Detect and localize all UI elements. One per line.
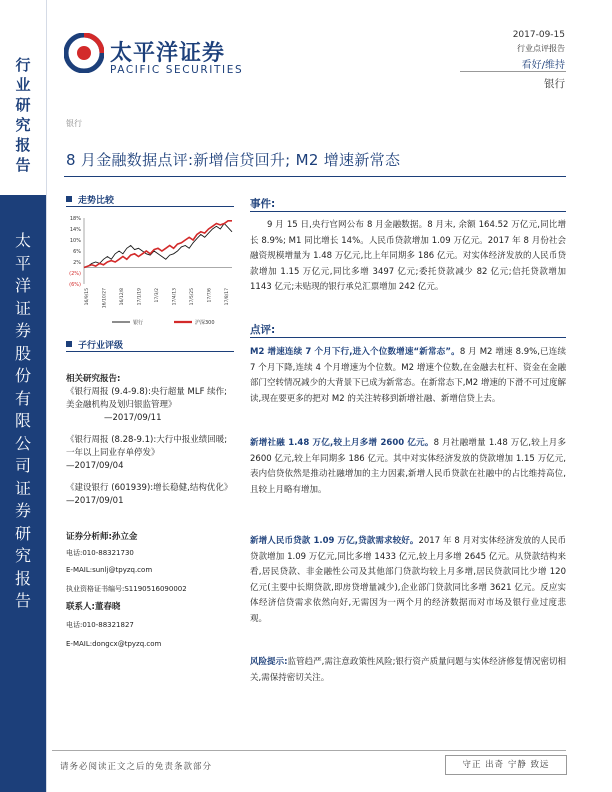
series-line-bank bbox=[84, 224, 232, 268]
x-tick-label: 17/8/17 bbox=[225, 288, 230, 306]
logo-text-en: PACIFIC SECURITIES bbox=[110, 64, 244, 76]
x-tick-label: 16/10/27 bbox=[102, 288, 108, 309]
comment-paragraph-3 bbox=[250, 534, 566, 627]
logo-icon bbox=[64, 33, 104, 73]
y-tick-label: 14% bbox=[69, 227, 81, 233]
contact-name: 董春晓 bbox=[94, 602, 121, 612]
header-divider bbox=[460, 71, 566, 72]
y-tick-label: 6% bbox=[73, 249, 81, 255]
x-tick-label: 17/7/6 bbox=[207, 288, 213, 303]
y-tick-label: 2% bbox=[73, 260, 81, 266]
related-item-title: 《银行周报 (8.28-9.1):大行中报业绩回暖;一年以上同业存单停发》 bbox=[66, 435, 228, 458]
report-date: 2017-09-15 bbox=[512, 30, 565, 40]
sidebar-category: 行业研究报告 bbox=[15, 56, 31, 174]
legend-label: 沪深300 bbox=[195, 320, 215, 326]
sidebar-divider bbox=[46, 0, 47, 792]
trend-heading: 走势比较 bbox=[78, 196, 115, 206]
trend-rule bbox=[66, 206, 234, 207]
paragraph-body: 2017 年 8 月对实体经济发放的人民币贷款增加 1.09 万亿元,同比多增 1433 亿元,较上月多增 2645 亿元。从贷款结构来看,居民贷款、非金融性公司及其他部门贷款均较上月多增,居民贷款同比少增 120 亿元(主要中长期贷款,即房贷增量减少),企业部门贷款同比多增 3621 亿元。反应实体经济信贷需求依然向好,无需因为一两个月的经济数据而对市场及银行业过度悲观。 bbox=[250, 536, 566, 624]
breadcrumb: 银行 bbox=[66, 119, 82, 128]
sidebar-company: 太平洋证券股份有限公司证券研究报告 bbox=[14, 231, 31, 610]
analyst-name: 孙立金 bbox=[111, 532, 138, 542]
analyst-email: E-MAIL:sunlj@tpyzq.com bbox=[66, 566, 153, 574]
comment-paragraph-2 bbox=[250, 436, 566, 498]
comment-heading: 点评: bbox=[250, 324, 276, 336]
y-tick-label: (6%) bbox=[69, 282, 81, 288]
sub-rating-rule bbox=[66, 351, 234, 352]
footer-motto: 守正 出奇 宁静 致远 bbox=[445, 755, 567, 775]
related-item-3 bbox=[66, 482, 234, 508]
section-bullet-icon bbox=[66, 196, 72, 202]
analyst-block bbox=[66, 530, 137, 542]
x-tick-label: 16/9/15 bbox=[85, 288, 90, 306]
related-item-date: —2017/09/01 bbox=[66, 496, 124, 506]
contact-block bbox=[66, 600, 120, 612]
paragraph-lead: 新增人民币贷款 1.09 万亿,贷款需求较好。 bbox=[250, 536, 419, 546]
page-title: 8 月金融数据点评:新增信贷回升; M2 增速新常态 bbox=[66, 151, 401, 169]
title-rule bbox=[64, 176, 566, 177]
contact-phone: 电话:010-88321827 bbox=[66, 621, 134, 629]
paragraph-body: 监管趋严,需注意政策性风险;银行资产质量问题与实体经济修复情况密切相关,需保持密切关注。 bbox=[250, 657, 566, 683]
related-item-title: 《银行周报 (9.4-9.8):央行超量 MLF 续作;美金融机构及划归银监管理》 bbox=[66, 387, 228, 410]
paragraph-lead: M2 增速连续 7 个月下行,进入个位数增速“新常态”。 bbox=[250, 347, 460, 357]
analyst-phone: 电话:010-88321730 bbox=[66, 549, 134, 557]
paragraph-body: 8 月 M2 增速 8.9%,已连续 7 个月下降,连续 4 个月增速为个位数。M2 增速个位数,在金融去杠杆、资金在金融部门空转情况减少的大背景下已成为新常态。在新常态下,M2 增速的下滑不可过度解读,现在要更多的把对 M2 的关注转移到新增社融、新增信贷上去。 bbox=[250, 347, 566, 404]
rating: 看好/维持 bbox=[521, 60, 565, 71]
contact-email: E-MAIL:dongcx@tpyzq.com bbox=[66, 640, 162, 648]
logo-text-cn: 太平洋证券 bbox=[110, 41, 226, 66]
related-item-2 bbox=[66, 434, 234, 473]
analyst-label: 证券分析师: bbox=[66, 532, 112, 542]
industry: 银行 bbox=[544, 78, 565, 90]
legend-label: 银行 bbox=[133, 320, 144, 326]
contact-label: 联系人: bbox=[66, 602, 95, 612]
trend-chart bbox=[64, 212, 236, 330]
risk-paragraph bbox=[250, 655, 566, 686]
related-item-1 bbox=[66, 386, 234, 425]
event-heading: 事件: bbox=[250, 198, 276, 210]
footer-disclaimer: 请务必阅读正文之后的免责条款部分 bbox=[60, 762, 213, 772]
sub-rating-heading: 子行业评级 bbox=[78, 341, 124, 351]
y-tick-label: 10% bbox=[69, 238, 81, 244]
x-tick-label: 17/1/19 bbox=[137, 288, 143, 306]
analyst-cert: 执业资格证书编号:S1190516090002 bbox=[66, 585, 187, 593]
x-tick-label: 17/3/2 bbox=[155, 288, 160, 303]
related-item-title: 《建设银行 (601939):增长稳健,结构优化》 bbox=[66, 483, 233, 493]
event-text: 9 月 15 日,央行官网公布 8 月金融数据。8 月末, 余额 164.52 万亿元,同比增长 8.9%; M1 同比增长 14%。人民币贷款增加 1.09 万亿元。2017 年 8 月份社会融资规模增量为 1.48 万亿元,比上年同期多 186 亿元。对实体经济发放的人民币贷款增加 1.15 万亿元,同比多增 3497 亿元;委托贷款减少 82 亿元;信托贷款增加 1143 亿元;未贴现的银行承兑汇票增加 242 亿元。 bbox=[250, 220, 566, 292]
paragraph-lead: 风险提示: bbox=[250, 657, 288, 667]
y-tick-label: (2%) bbox=[69, 271, 81, 277]
report-type: 行业点评报告 bbox=[517, 44, 565, 53]
x-tick-label: 17/4/13 bbox=[172, 288, 178, 306]
footer-sidebar bbox=[0, 755, 46, 792]
related-item-date: —2017/09/04 bbox=[66, 461, 124, 471]
section-bullet-icon bbox=[66, 341, 72, 347]
paragraph-lead: 新增社融 1.48 万亿,较上月多增 2600 亿元。 bbox=[250, 438, 434, 448]
comment-rule bbox=[250, 337, 566, 338]
paragraph-body: 8 月社融增量 1.48 万亿,较上月多 2600 亿元,较上年同期多 186 亿元。其中对实体经济发放的贷款增加 1.15 万亿元,表内信贷依然是推动社融增加的主力因素,新增人民币贷款在社融中的占比维持高位,且较上月略有增加。 bbox=[250, 438, 566, 495]
series-line-hs300 bbox=[84, 221, 232, 268]
y-tick-label: 18% bbox=[69, 216, 81, 222]
related-heading: 相关研究报告: bbox=[66, 374, 121, 384]
comment-paragraph-1 bbox=[250, 345, 566, 407]
related-item-date: —2017/09/11 bbox=[104, 413, 162, 423]
footer-rule bbox=[52, 750, 566, 751]
event-rule bbox=[250, 211, 566, 212]
x-tick-label: 17/5/25 bbox=[190, 288, 195, 306]
x-tick-label: 16/12/8 bbox=[120, 288, 125, 306]
